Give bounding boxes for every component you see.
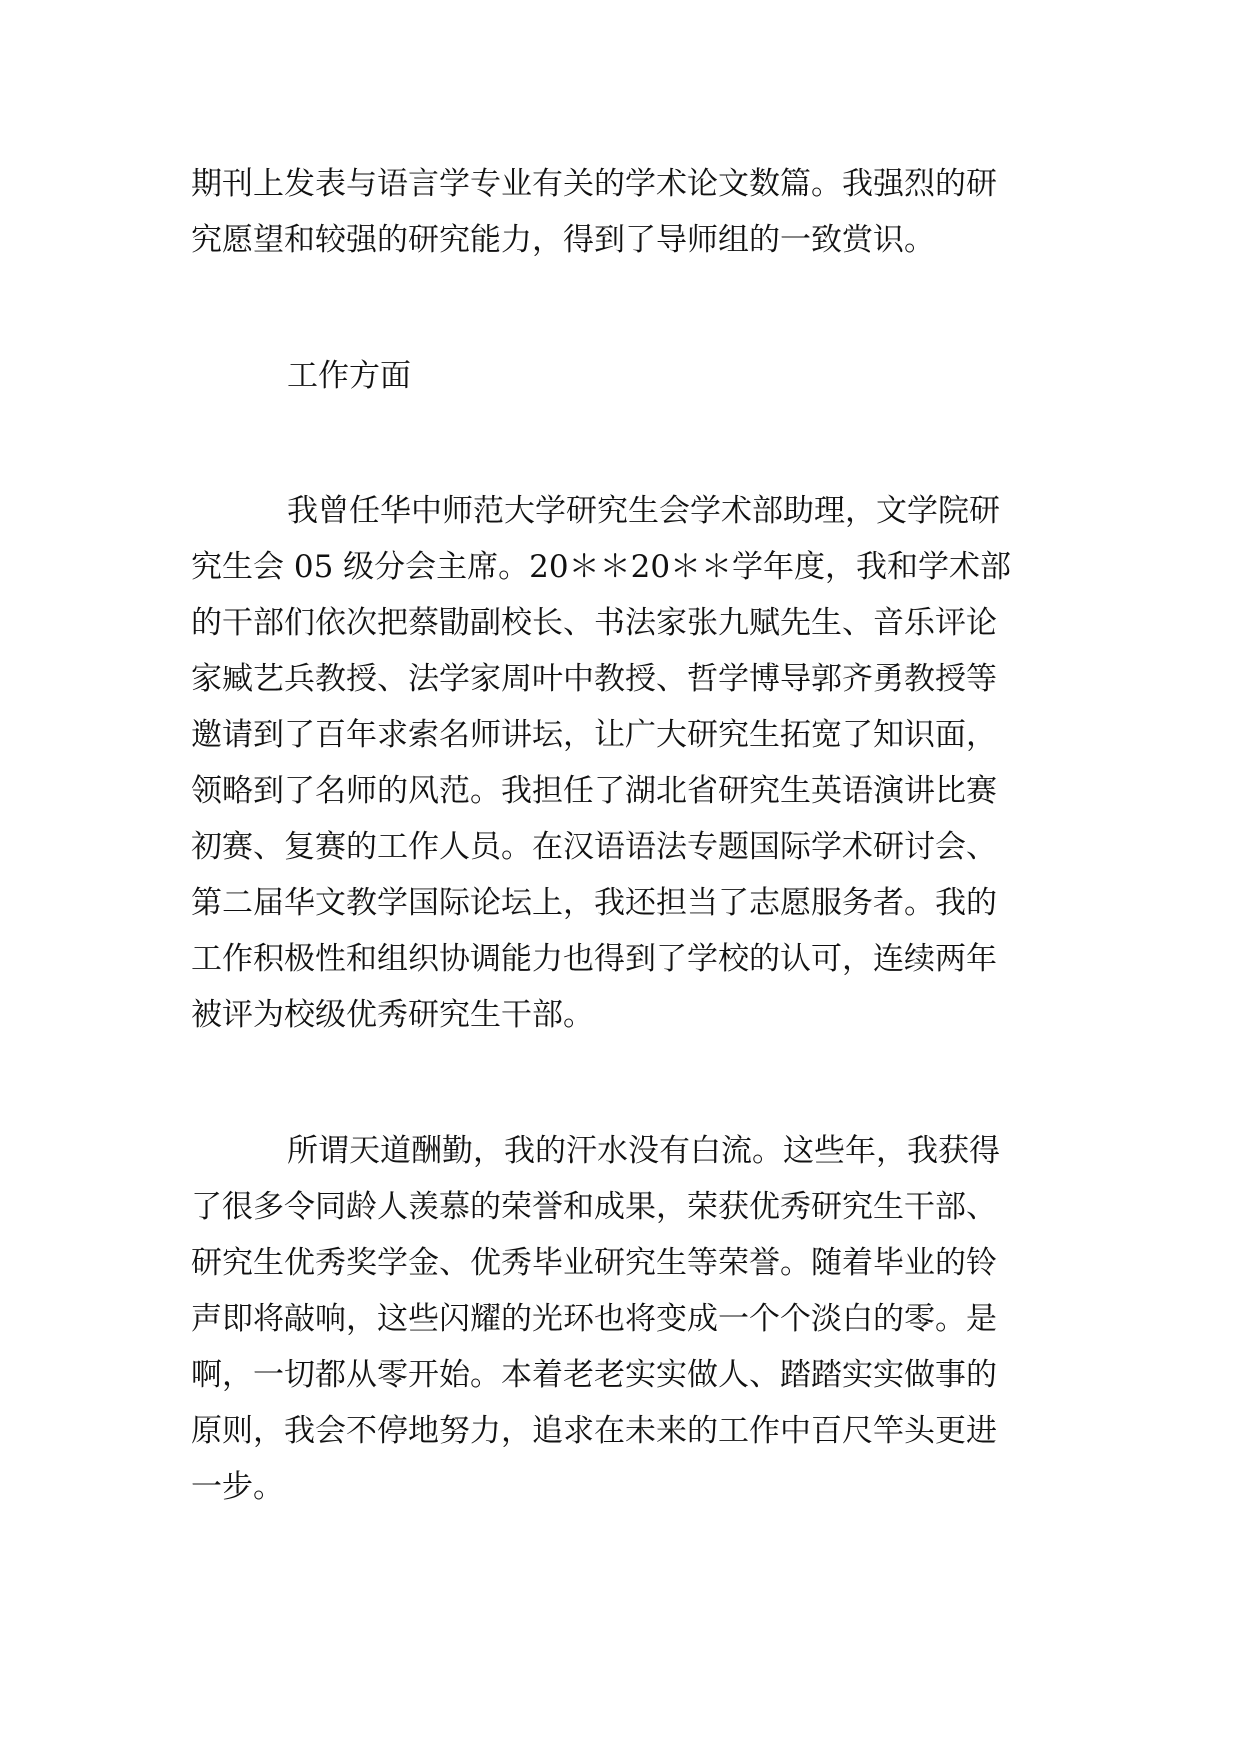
- text-line: 声即将敲响，这些闪耀的光环也将变成一个个淡白的零。是: [191, 1301, 997, 1337]
- text-line: 被评为校级优秀研究生干部。: [191, 997, 594, 1033]
- text-line: 究生会 05 级分会主席。20＊＊20＊＊学年度，我和学术部: [191, 549, 1012, 585]
- text-line: 研究生优秀奖学金、优秀毕业研究生等荣誉。随着毕业的铃: [191, 1245, 997, 1281]
- text-line: 初赛、复赛的工作人员。在汉语语法专题国际学术研讨会、: [191, 829, 997, 865]
- text-line: 邀请到了百年求索名师讲坛，让广大研究生拓宽了知识面，: [191, 717, 997, 753]
- section-heading: 工作方面: [287, 358, 411, 394]
- text-line: 家臧艺兵教授、法学家周叶中教授、哲学博导郭齐勇教授等: [191, 661, 997, 697]
- text-line: 所谓天道酬勤，我的汗水没有白流。这些年，我获得: [287, 1133, 1000, 1169]
- text-line: 领略到了名师的风范。我担任了湖北省研究生英语演讲比赛: [191, 773, 997, 809]
- text-line: 啊，一切都从零开始。本着老老实实做人、踏踏实实做事的: [191, 1357, 997, 1393]
- text-line: 期刊上发表与语言学专业有关的学术论文数篇。我强烈的研: [191, 166, 997, 202]
- text-line: 我曾任华中师范大学研究生会学术部助理，文学院研: [287, 493, 1000, 529]
- text-line: 的干部们依次把蔡勖副校长、书法家张九赋先生、音乐评论: [191, 605, 997, 641]
- text-line: 究愿望和较强的研究能力，得到了导师组的一致赏识。: [191, 222, 935, 258]
- text-line: 一步。: [191, 1469, 284, 1505]
- text-line: 第二届华文教学国际论坛上，我还担当了志愿服务者。我的: [191, 885, 997, 921]
- text-line: 原则，我会不停地努力，追求在未来的工作中百尺竿头更进: [191, 1413, 997, 1449]
- text-line: 工作积极性和组织协调能力也得到了学校的认可，连续两年: [191, 941, 997, 977]
- text-line: 了很多令同龄人羡慕的荣誉和成果，荣获优秀研究生干部、: [191, 1189, 997, 1225]
